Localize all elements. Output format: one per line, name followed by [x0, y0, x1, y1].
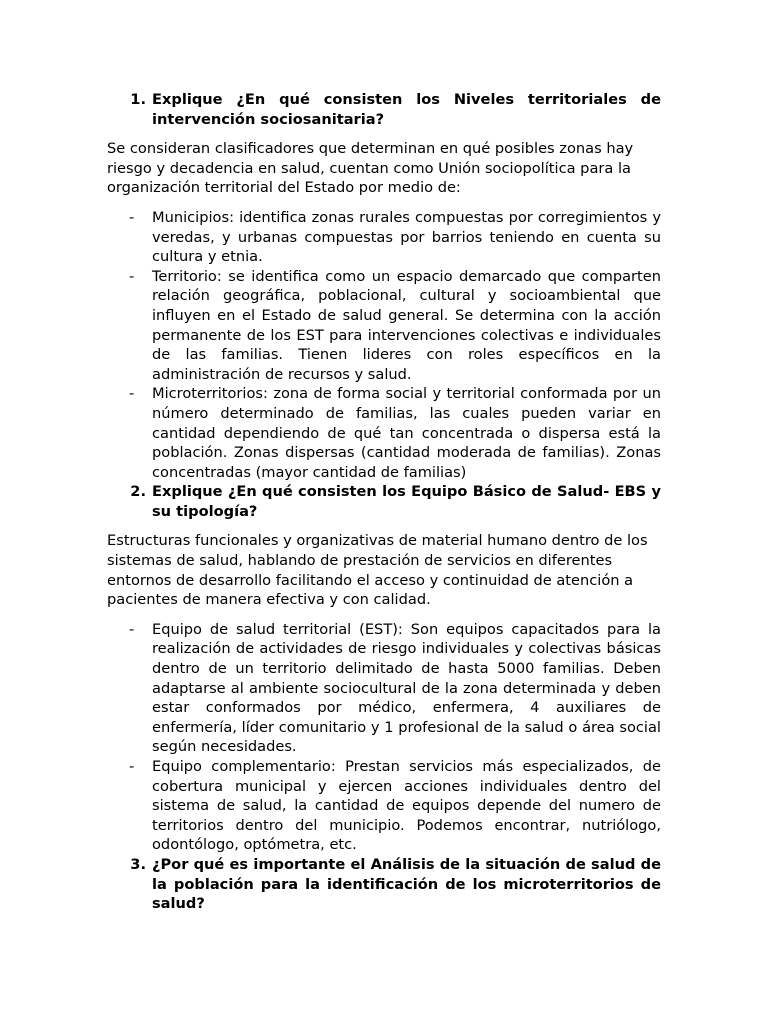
question-3 [107, 855, 661, 914]
question-number: 3. [130, 855, 146, 873]
list-item [107, 208, 661, 267]
list-item [107, 267, 661, 385]
list-item-text: Equipo de salud territorial (EST): Son equipos capacitados para la realización de actividades de riesgo individuales y colectivas básicas dentro de un territorio delimitado de hasta 5000 familias. Deben adaptarse al ambiente sociocultural de la zona determinada y deben estar conformados por médico, enfermera, 4 auxiliares de enfermería, líder comunitario y 1 profesional de la salud o área social según necesidades. [152, 620, 661, 756]
dash-bullet: - [129, 758, 135, 775]
question-2 [107, 482, 661, 521]
list-item [107, 384, 661, 482]
list-item [107, 620, 661, 757]
answer-list-2 [107, 620, 661, 855]
list-item-text: Equipo complementario: Prestan servicios más especializados, de cobertura municipal y ejercen acciones individuales dentro del sistema de salud, la cantidad de equipos depende del numero de territorios dentro del municipio. Podemos encontrar, nutriólogo, odontólogo, optómetra, etc. [152, 758, 661, 854]
question-number: 2. [130, 483, 146, 501]
dash-bullet: - [129, 385, 135, 403]
dash-bullet: - [129, 208, 135, 226]
dash-bullet: - [129, 267, 135, 285]
question-1 [107, 90, 661, 129]
answer-list-1 [107, 208, 661, 482]
list-item-text: Municipios: identifica zonas rurales compuestas por corregimientos y veredas, y urbanas compuestas por barrios teniendo en cuenta su cultura y etnia. [152, 208, 661, 266]
list-item-text: Microterritorios: zona de forma social y territorial conformada por un número determinado de familias, las cuales pueden variar en cantidad dependiendo de qué tan concentrada o dispersa está la población. Zonas dispersas (cantidad moderada de familias). Zonas concentradas (mayor cantidad de familias) [152, 385, 661, 481]
document-page [107, 90, 661, 914]
question-number: 1. [130, 91, 146, 108]
dash-bullet: - [129, 620, 135, 638]
question-text: Explique ¿En qué consisten los Equipo Básico de Salud- EBS y su tipología? [152, 483, 661, 520]
question-text: ¿Por qué es importante el Análisis de la situación de salud de la población para la identificación de los microterritorios de salud? [152, 855, 661, 913]
answer-paragraph-2: Estructuras funcionales y organizativas de material humano dentro de los sistemas de salud, hablando de prestación de servicios en diferentes entornos de desarrollo facilitando el acceso y continuidad de atención a pacientes de manera efectiva y con calidad. [107, 532, 648, 609]
list-item [107, 757, 661, 855]
question-text: Explique ¿En qué consisten los Niveles territoriales de intervención sociosanitaria? [152, 91, 661, 128]
list-item-text: Territorio: se identifica como un espacio demarcado que comparten relación geográfica, poblacional, cultural y socioambiental que influyen en el Estado de salud general. Se determina con la acción permanente de los EST para intervenciones colectivas e individuales de las familias. Tienen lideres con roles específicos en la administración de recursos y salud. [152, 267, 661, 383]
answer-paragraph-1: Se consideran clasificadores que determinan en qué posibles zonas hay riesgo y decadencia en salud, cuentan como Unión sociopolítica para la organización territorial del Estado por medio de: [107, 140, 634, 197]
